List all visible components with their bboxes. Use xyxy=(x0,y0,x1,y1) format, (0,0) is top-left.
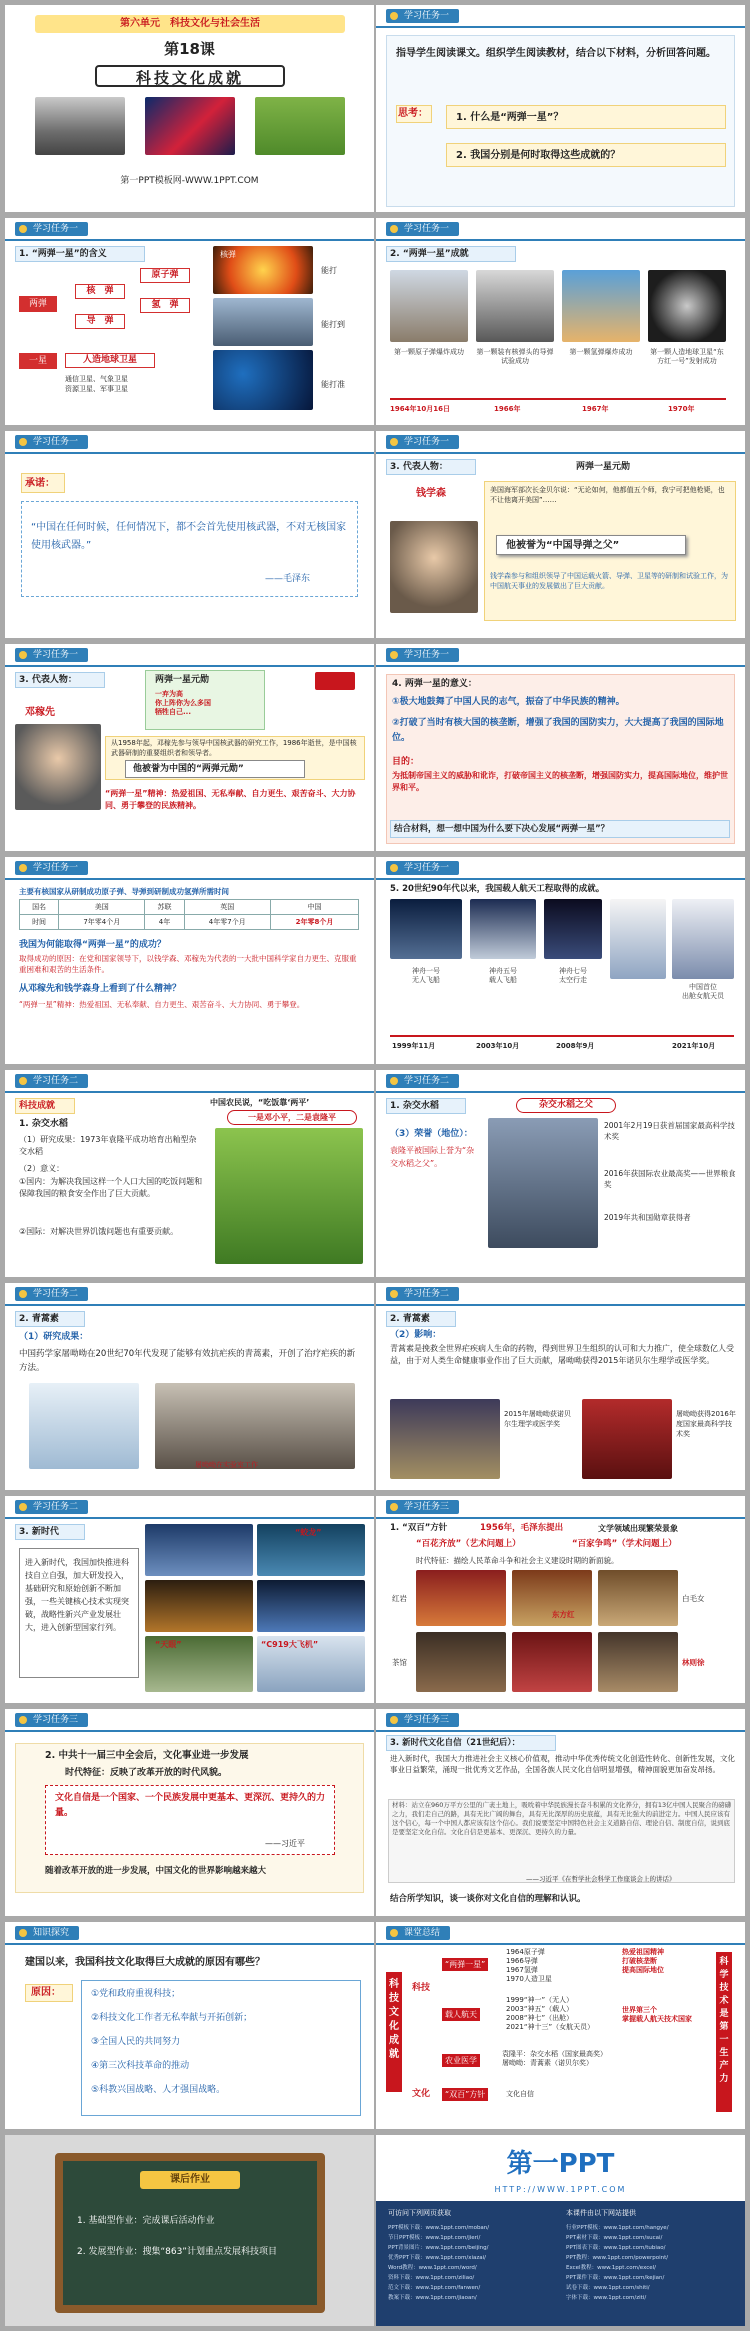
deng-portrait xyxy=(15,724,101,810)
space-title: 5. 20世纪90年代以来，我国载人航天工程取得的成就。 xyxy=(390,884,605,894)
table-header: 美国 xyxy=(59,900,145,915)
caption-satellite: 第一颗人造地球卫星“东方红一号”发射成功 xyxy=(650,348,724,365)
meaning-title: 1. “两弹一星”的含义 xyxy=(19,249,107,259)
table-cell: 4年 xyxy=(145,915,184,930)
task-tag: 学习任务一 xyxy=(15,861,88,875)
reasons-label: 原因： xyxy=(31,1987,61,1998)
lesson-number: 第18课 xyxy=(164,40,215,58)
reform-end: 随着改革开放的进一步发展，中国文化的世界影响越来越大 xyxy=(45,1866,267,1876)
unit-title: 第六单元 科技文化与社会生活 xyxy=(120,18,260,29)
comparison-answer: 取得成功的原因：在党和国家领导下，以钱学森、邓稼先为代表的一大批中国科学家自力更生、克服重重困难和艰苦的生活条件。 xyxy=(19,954,357,974)
credits-link[interactable]: PPT课件下载：www.1ppt.com/kejian/ xyxy=(566,2275,665,2281)
table-header: 国名 xyxy=(20,900,59,915)
slide-reform[interactable] xyxy=(5,1709,374,1916)
caption-female: 中国首位 出舱女航天员 xyxy=(682,983,724,1000)
table-cell: 2年零8个月 xyxy=(270,915,358,930)
label-nengdadao: 能打到 xyxy=(321,320,345,329)
slide-summary[interactable] xyxy=(376,1922,745,2129)
honor-event-3: 2019年共和国勋章获得者 xyxy=(604,1213,691,1222)
yuan-longping-photo xyxy=(215,1128,363,1264)
credits-link[interactable]: 节日PPT模板：www.1ppt.com/jieri/ xyxy=(388,2235,481,2241)
task-tag: 学习任务一 xyxy=(15,222,88,236)
table-header: 中国 xyxy=(270,900,358,915)
shenzhou1-photo xyxy=(390,899,462,959)
table-header: 苏联 xyxy=(145,900,184,915)
task-tag: 学习任务二 xyxy=(15,1500,88,1514)
task-tag: 学习任务一 xyxy=(386,861,459,875)
task-tag: 学习任务一 xyxy=(386,435,459,449)
credits-link[interactable]: Word教程：www.1ppt.com/word/ xyxy=(388,2265,477,2271)
reason-5: ⑤科教兴国战略、人才强国战略。 xyxy=(91,2085,226,2095)
work-chaguan: 茶馆 xyxy=(392,1658,407,1667)
spirit-answer: “两弹一星”精神：热爱祖国、无私奉献、自力更生、艰苦奋斗、大力协同、勇于攀登。 xyxy=(19,1000,305,1009)
hongyan-photo xyxy=(416,1570,506,1626)
year-1970: 1970年 xyxy=(668,405,695,413)
credits-link[interactable]: 行业PPT模板：www.1ppt.com/hangye/ xyxy=(566,2225,669,2231)
heading: 两弹一星元勋 xyxy=(155,675,210,685)
satellite-types: 通信卫星、气象卫星 资源卫星、军事卫星 xyxy=(65,375,128,393)
lab-photo xyxy=(155,1383,355,1469)
summary-side: 科学技术是第一生产力 xyxy=(716,1952,732,2112)
summary-tag: 课堂总结 xyxy=(386,1926,450,1940)
liangdan-box: 两弹 xyxy=(19,296,57,312)
nobel-caption: 2015年屠呦呦获诺贝尔生理学或医学奖 xyxy=(504,1410,571,1428)
branch-space: 载人航天 xyxy=(442,2008,480,2021)
intro-text: 指导学生阅读课文。组织学生阅读教材，结合以下材料，分析回答问题。 xyxy=(396,48,716,59)
rice-banner: 杂交水稻之父 xyxy=(516,1098,616,1113)
task-tag: 学习任务一 xyxy=(15,648,88,662)
achievement-heading: 科技成就 xyxy=(19,1101,56,1111)
leaf-liangdan: 1964原子弹 1966导弹 1967氢弹 1970人造卫星 xyxy=(506,1948,552,1983)
honor-event-1: 2001年2月19日获首届国家最高科学技术奖 xyxy=(604,1121,735,1141)
policy-title: 1. “双百”方针 xyxy=(390,1523,448,1533)
credits-link[interactable]: 资料下载：www.1ppt.com/ziliao/ xyxy=(388,2275,475,2281)
slide-qian-xuesen[interactable] xyxy=(376,431,745,638)
rice-quote2: 一是邓小平，二是袁隆平 xyxy=(227,1110,357,1125)
caption-sz1: 神舟一号 无人飞船 xyxy=(412,967,440,984)
credits-link[interactable]: Excel教程：www.1ppt.com/excel/ xyxy=(566,2265,657,2271)
slide-new-era[interactable] xyxy=(5,1496,374,1703)
honor-event-2: 2016年获国际农业最高奖——世界粮食奖 xyxy=(604,1169,736,1189)
branch-shuangbai: “双百”方针 xyxy=(442,2088,488,2101)
year-1999: 1999年11月 xyxy=(392,1042,436,1050)
confidence-title: 3. 新时代文化自信（21世纪后）： xyxy=(390,1738,521,1748)
chaguan-photo xyxy=(416,1632,506,1692)
branch-liangdan: “两弹一星” xyxy=(442,1958,488,1971)
yixing-box: 一星 xyxy=(19,353,57,369)
credits-link[interactable]: PPT背景图片：www.1ppt.com/beijing/ xyxy=(388,2245,489,2251)
slide-promise[interactable] xyxy=(5,431,374,638)
shenzhou7-photo xyxy=(544,899,602,959)
right-space: 世界第三个 掌握载人航天技术国家 xyxy=(622,2006,692,2023)
spirit-question: 从邓稼先和钱学森身上看到了什么精神？ xyxy=(19,984,182,994)
rice-domestic: ①国内：为解决我国这样一个人口大国的吃饭问题和保障我国的粮食安全作出了巨大贡献。 xyxy=(19,1177,203,1198)
branch-agri: 农业医学 xyxy=(442,2054,480,2067)
reform-question: 2. 中共十一届三中全会后，文化事业进一步发展 xyxy=(45,1750,249,1761)
right-liangdan: 热爱祖国精神 打破核垄断 提高国际地位 xyxy=(622,1948,664,1974)
artemisinin-text: 中国药学家屠呦呦在20世纪70年代发现了能够有效抗疟疾的青蒿素，开创了治疗疟疾的新方法。 xyxy=(19,1349,356,1373)
table-caption: 主要有核国家从研制成功原子弹、导弹到研制成功氢弹所需时间 xyxy=(19,887,229,896)
slide-artemisinin-impact[interactable] xyxy=(376,1283,745,1490)
impact-sub: （2）影响： xyxy=(390,1330,442,1340)
rocket-photo xyxy=(145,1524,253,1576)
reason-1: ①党和政府重视科技； xyxy=(91,1989,181,1999)
rice-result: （1）研究成果：1973年袁隆平成功培育出籼型杂交水稻 xyxy=(19,1135,197,1156)
rice-quote: 中国农民说，“吃饭靠‘两平’ xyxy=(210,1098,310,1107)
work-baimaonv: 白毛女 xyxy=(682,1594,705,1603)
award-photo xyxy=(488,1118,598,1248)
credits-hd1: 可访问下列网页获取 xyxy=(388,2209,451,2217)
representative-title: 3. 代表人物： xyxy=(390,462,448,472)
leaf-culture: 文化自信 xyxy=(506,2090,534,2098)
label-nengda: 能打 xyxy=(321,266,337,275)
table-cell: 7年零4个月 xyxy=(59,915,145,930)
credits-link[interactable]: 优秀PPT下载：www.1ppt.com/xiazai/ xyxy=(388,2255,487,2261)
policy-year: 1956年，毛泽东提出 xyxy=(480,1523,564,1533)
table-header: 英国 xyxy=(184,900,270,915)
qian-honor: 他被誉为“中国导弹之父” xyxy=(506,540,620,551)
reform-quote: 文化自信是一个国家、一个民族发展中更基本、更深沉、更持久的力量。 xyxy=(55,1793,326,1818)
summary-wenhua: 文化 xyxy=(412,2089,431,2099)
credits-link[interactable]: PPT素材下载：www.1ppt.com/sucai/ xyxy=(566,2235,663,2241)
yuanzi-box: 原子弹 xyxy=(140,268,190,283)
leaf-space: 1999“神一”（无人） 2003“神五”（载人） 2008“神七”（出舱） 2021“神十三”（女航天员） xyxy=(506,1996,595,2031)
slide-comparison[interactable] xyxy=(5,857,374,1064)
missile-photo xyxy=(213,298,313,346)
promise-quote: “中国在任何时候，任何情况下，都不会首先使用核武器，不对无核国家使用核武器。” xyxy=(31,522,347,551)
slogan-1: “百花齐放”（艺术问题上） xyxy=(416,1539,521,1549)
new-era-title: 3. 新时代 xyxy=(19,1527,59,1537)
homework-2: 2. 发展型作业：搜集“863”计划重点发展科技项目 xyxy=(77,2247,277,2257)
reason-2: ②科技文化工作者无私奉献与开拓创新； xyxy=(91,2013,253,2023)
year-1967: 1967年 xyxy=(582,405,609,413)
representative-title: 3. 代表人物： xyxy=(19,675,77,685)
female-astronaut-photo xyxy=(672,899,734,979)
rice-sub: 1. 杂交水稻 xyxy=(19,1119,68,1129)
slide-reasons[interactable] xyxy=(5,1922,374,2129)
reasons-question: 建国以来，我国科技文化取得巨大成就的原因有哪些？ xyxy=(25,1957,265,1968)
station-photo xyxy=(257,1580,365,1632)
slide-rice[interactable] xyxy=(5,1070,374,1277)
slide-rice-honor[interactable] xyxy=(376,1070,745,1277)
reform-era: 时代特征：反映了改革开放的时代风貌。 xyxy=(65,1768,228,1778)
deng-spirit: “两弹一星”精神：热爱祖国、无私奉献、自力更生、艰苦奋斗、大力协同、勇于攀登的民族精神。 xyxy=(105,789,356,810)
work-linzexu: 林则徐 xyxy=(682,1658,705,1667)
rice-title: 1. 杂交水稻 xyxy=(390,1101,439,1111)
credits-url: HTTP://WWW.1PPT.COM xyxy=(494,2185,627,2194)
qing-box: 氢 弹 xyxy=(140,298,190,313)
reform-author: ——习近平 xyxy=(265,1839,305,1848)
label-c919: “C919大飞机” xyxy=(261,1640,319,1649)
label-hedan: 核弹 xyxy=(220,250,236,259)
goal-label: 目的： xyxy=(392,757,420,767)
satellite-photo xyxy=(213,350,313,410)
lesson-title: 科技文化成就 xyxy=(95,65,285,87)
deng-honor: 他被誉为中国的“两弹元勋” xyxy=(133,764,244,774)
rocket-poster-photo xyxy=(145,97,235,155)
significance-title: 4. 两弹一星的意义： xyxy=(392,679,477,689)
baimaonv-photo xyxy=(598,1570,678,1626)
slide-achievements[interactable] xyxy=(376,218,745,425)
confidence-source: ——习近平《在哲学社会科学工作座谈会上的讲话》 xyxy=(526,1875,676,1883)
hedan-box: 核 弹 xyxy=(75,284,125,299)
national-award-photo xyxy=(582,1399,672,1479)
credits-link[interactable]: PPT教程：www.1ppt.com/powerpoint/ xyxy=(566,2255,669,2261)
satellite-box: 人造地球卫星 xyxy=(65,353,155,368)
task-tag: 学习任务三 xyxy=(386,1713,459,1727)
task-tag: 学习任务二 xyxy=(15,1074,88,1088)
hydrogen-bomb-photo xyxy=(562,270,640,342)
credits-link[interactable]: 字体下载：www.1ppt.com/ziti/ xyxy=(566,2295,647,2301)
task-tag: 学习任务三 xyxy=(15,1713,88,1727)
nobel-photo xyxy=(390,1399,500,1479)
work-dongfanghong: 东方红 xyxy=(552,1610,575,1619)
qian-name: 钱学森 xyxy=(416,488,446,499)
question-1: 1. 什么是“两弹一星”？ xyxy=(456,112,564,123)
medicine-box-photo xyxy=(29,1383,139,1469)
slide-homework[interactable] xyxy=(5,2135,374,2326)
task-tag: 学习任务一 xyxy=(15,435,88,449)
homework-1: 1. 基础型作业：完成课后活动作业 xyxy=(77,2216,215,2226)
qian-bio: 美国海军部次长金贝尔说：“无论如何，他都值五个师，我宁可把他枪毙，也不让他离开美国”…… xyxy=(490,486,725,504)
year-2021: 2021年10月 xyxy=(672,1042,716,1050)
table-cell: 4年零7个月 xyxy=(184,915,270,930)
homework-title: 课后作业 xyxy=(140,2171,240,2189)
task-tag: 学习任务一 xyxy=(386,222,459,236)
mushroom-cloud-photo xyxy=(35,97,125,155)
slide-double-hundred[interactable] xyxy=(376,1496,745,1703)
shenzhou5-photo xyxy=(470,899,536,959)
confidence-material: 材料：站立在960万平方公里的广袤土地上，吸吮着中华民族漫长奋斗积累的文化养分，拥有13亿中国人民聚合的磅礴之力，我们走自己的路，具有无比广阔的舞台，具有无比深厚的历史底蕴，具有无比强大的前进定力。中国人民应该有这个信心，每一个中国人都应该有这个信心。我们说要坚定中国特色社会主义道路自信、理论自信、制度自信，说到底是要坚定文化自信。文化自信是更基本、更深沉、更持久的力量。 xyxy=(392,1801,732,1836)
honor-text: 袁隆平被国际上誉为“杂交水稻之父”。 xyxy=(390,1146,475,1168)
national-caption: 屠呦呦获得2016年度国家最高科学技术奖 xyxy=(676,1410,736,1438)
credits-link[interactable]: 教案下载：www.1ppt.com/jiaoan/ xyxy=(388,2295,477,2301)
artemisinin-sub: （1）研究成果： xyxy=(19,1332,89,1342)
slide-meaning[interactable] xyxy=(5,218,374,425)
credits-hd2: 本课件由以下网站提供 xyxy=(566,2209,636,2217)
rice-field-photo xyxy=(255,97,345,155)
promise-label: 承诺： xyxy=(25,478,55,489)
reason-4: ④第三次科技革命的推动 xyxy=(91,2061,190,2071)
slide-task-intro[interactable] xyxy=(376,5,745,212)
impact-text: 青蒿素是挽救全世界疟疾病人生命的药物，得到世界卫生组织的认可和大力推广，使全球数亿人受益，由于对人类生命健康事业作出了巨大贡献，屠呦呦获得2015年诺贝尔生理学或医学奖。 xyxy=(390,1344,734,1365)
lab-caption: 屠呦呦在实验室工作 xyxy=(195,1461,258,1469)
heading: 两弹一星元勋 xyxy=(576,462,631,472)
goal-text: 为抵制帝国主义的威胁和讹诈，打破帝国主义的核垄断，增强国防实力，提高国际地位，维护世界和平。 xyxy=(392,771,728,792)
significance-1: ①极大地鼓舞了中国人民的志气，振奋了中华民族的精神。 xyxy=(392,697,625,707)
year-1964: 1964年10月16日 xyxy=(390,405,450,413)
table-cell: 时间 xyxy=(20,915,59,930)
artemisinin-title: 2. 青蒿素 xyxy=(19,1314,59,1324)
qian-portrait xyxy=(390,521,478,613)
confidence-question: 结合所学知识，谈一谈你对文化自信的理解和认识。 xyxy=(390,1894,586,1904)
caption-atomic: 第一颗原子弹爆炸成功 xyxy=(394,348,464,356)
year-1966: 1966年 xyxy=(494,405,521,413)
task-tag: 学习任务二 xyxy=(386,1287,459,1301)
year-2008: 2008年9月 xyxy=(556,1042,595,1050)
astronaut-photo xyxy=(610,899,666,979)
leaf-agri: 袁隆平：杂交水稻（国家最高奖） 屠呦呦：青蒿素（诺贝尔奖） xyxy=(502,2050,607,2067)
work-hongyan: 红岩 xyxy=(392,1594,407,1603)
promise-author: ——毛泽东 xyxy=(265,574,311,584)
caption-sz7: 神舟七号 太空行走 xyxy=(559,967,587,984)
slide-credits[interactable] xyxy=(376,2135,745,2326)
credits-link[interactable]: 试卷下载：www.1ppt.com/shiti/ xyxy=(566,2285,650,2291)
slide-title[interactable] xyxy=(5,5,374,212)
rice-significance: （2）意义： xyxy=(19,1164,65,1173)
slide-space[interactable] xyxy=(376,857,745,1064)
think-label: 思考： xyxy=(398,108,428,119)
confidence-text: 进入新时代，我国大力推进社会主义核心价值观，推动中华优秀传统文化创造性转化、创新性发展，文化事业日益繁荣，涌现一批优秀文艺作品，全国各族人民文化自信明显增强，精神面貌更加奋发昂扬。 xyxy=(390,1754,735,1774)
practice-tag: 知识探究 xyxy=(15,1926,79,1940)
daodan-box: 导 弹 xyxy=(75,314,125,329)
caption-sz5: 神舟五号 载人飞船 xyxy=(489,967,517,984)
slide-confidence[interactable] xyxy=(376,1709,745,1916)
task-tag: 学习任务三 xyxy=(386,1500,459,1514)
policy-era: 时代特征：描绘人民革命斗争和社会主义建设时期的新面貌。 xyxy=(416,1556,619,1565)
year-2003: 2003年10月 xyxy=(476,1042,520,1050)
label-tianyan: “天眼” xyxy=(155,1640,182,1649)
comparison-question: 我国为何能取得“两弹一星”的成功？ xyxy=(19,940,166,950)
label-jiaolong: “蛟龙” xyxy=(295,1528,322,1537)
summary-root: 科技文化成就 xyxy=(386,1972,402,2092)
significance-2: ②打破了当时有核大国的核垄断，增强了我国的国防实力，大大提高了我国的国际地位。 xyxy=(392,718,724,743)
launch-photo xyxy=(145,1580,253,1632)
site-credit: 第一PPT模板网-WWW.1PPT.COM xyxy=(120,176,259,186)
credits-logo: 第一PPT xyxy=(506,2149,615,2179)
policy-result: 文学领域出现繁荣景象 xyxy=(598,1524,678,1533)
slogan-2: “百家争鸣”（学术问题上） xyxy=(572,1539,677,1549)
question-2: 2. 我国分别是何时取得这些成就的？ xyxy=(456,150,621,161)
task-tag: 学习任务一 xyxy=(386,9,459,23)
credits-link[interactable]: PPT模板下载：www.1ppt.com/moban/ xyxy=(388,2225,490,2231)
summary-keji: 科技 xyxy=(412,1983,431,1993)
credits-link[interactable]: PPT图表下载：www.1ppt.com/tubiao/ xyxy=(566,2245,666,2251)
task-tag: 学习任务二 xyxy=(386,1074,459,1088)
slide-deng-jiaxian[interactable] xyxy=(5,644,374,851)
slide-significance[interactable] xyxy=(376,644,745,851)
significance-question: 结合材料，想一想中国为什么要下决心发展“两弹一星”？ xyxy=(394,824,610,834)
caption-hydrogen: 第一颗氢弹爆炸成功 xyxy=(569,348,633,356)
qian-bio2: 钱学森参与和组织领导了中国运载火箭、导弹、卫星等的研制和试验工作，为中国航天事业的发展做出了巨大贡献。 xyxy=(490,572,728,590)
label-nengdazhun: 能打准 xyxy=(321,380,345,389)
deng-sub: 一弃为高 你上阵你为么多国 牺牲自己... xyxy=(155,690,211,716)
task-tag: 学习任务二 xyxy=(15,1287,88,1301)
new-era-text: 进入新时代，我国加快推进科技自立自强，加大研发投入，基础研究和原始创新不断加强，一些关键核心技术实现突破，战略性新兴产业发展壮大，进入创新型国家行列。 xyxy=(25,1558,129,1632)
stage-photo xyxy=(512,1632,592,1692)
linzexu-photo xyxy=(598,1632,678,1692)
task-tag: 学习任务一 xyxy=(386,648,459,662)
achievements-title: 2. “两弹一星”成就 xyxy=(390,249,469,259)
credits-link[interactable]: 范文下载：www.1ppt.com/fanwen/ xyxy=(388,2285,481,2291)
artemisinin-title: 2. 青蒿素 xyxy=(390,1314,430,1324)
caption-missile: 第一颗装有核弹头的导弹试验成功 xyxy=(476,348,554,365)
deng-bio: 从1958年起，邓稼先参与领导中国核武器的研究工作，1986年逝世，是中国核武器研制的重要组织者和领导者。 xyxy=(111,739,357,757)
deng-name: 邓稼先 xyxy=(25,707,55,718)
comparison-table xyxy=(19,899,359,930)
slide-artemisinin[interactable] xyxy=(5,1283,374,1490)
reason-3: ③全国人民的共同努力 xyxy=(91,2037,181,2047)
atomic-bomb-photo xyxy=(390,270,468,342)
dongfanghong-photo xyxy=(648,270,726,342)
honor-label: （3）荣誉（地位）： xyxy=(390,1129,473,1139)
rice-international: ②国际：对解决世界饥饿问题也有重要贡献。 xyxy=(19,1227,179,1236)
missile-test-photo xyxy=(476,270,554,342)
